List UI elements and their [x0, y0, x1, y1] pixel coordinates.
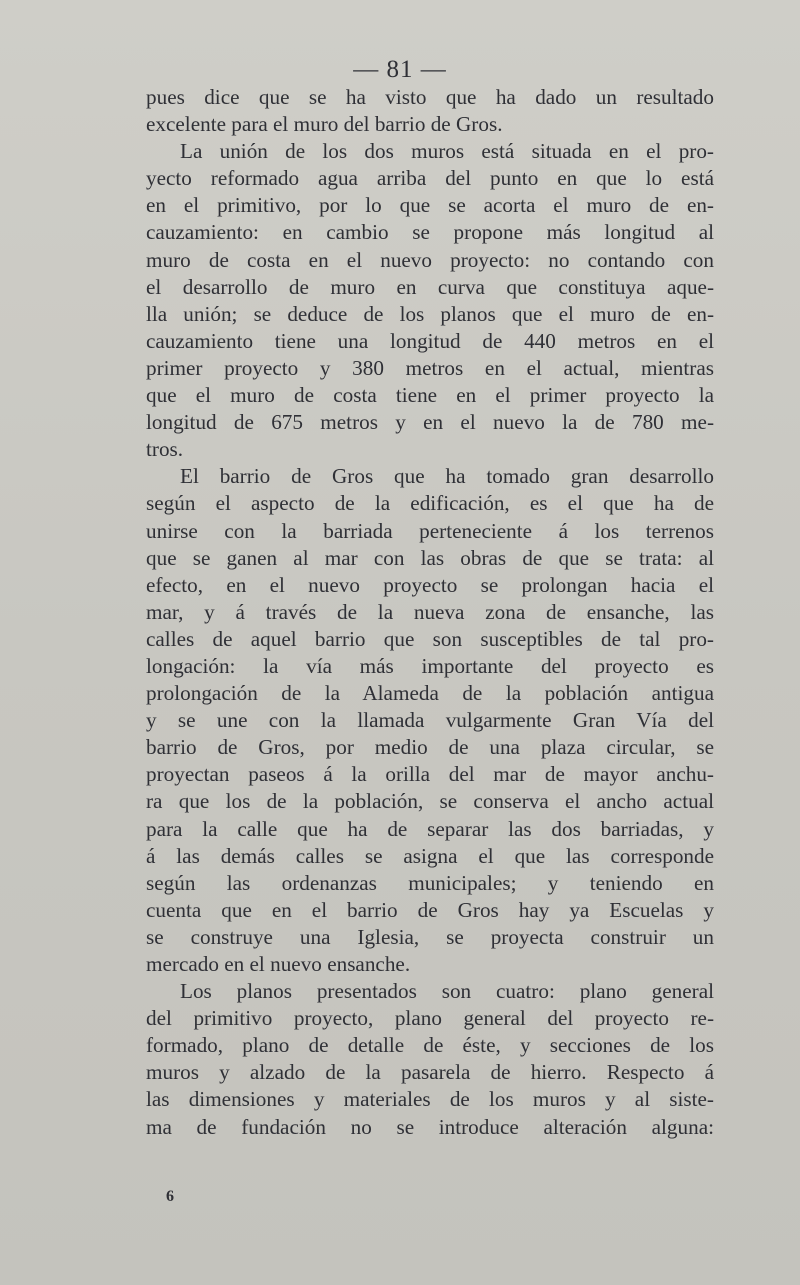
text-line: formado, plano de detalle de éste, y secciones de los: [146, 1033, 714, 1058]
text-line: las dimensiones y materiales de los muros y al siste-: [146, 1087, 714, 1112]
text-line: longación: la vía más importante del proyecto es: [146, 653, 714, 678]
text-line: tros.: [146, 437, 184, 462]
text-line: ma de fundación no se introduce alteración alguna:: [146, 1114, 714, 1139]
text-line: pues dice que se ha visto que ha dado un resultado: [146, 85, 714, 109]
text-line: muro de costa en el nuevo proyecto: no contando con: [146, 247, 714, 272]
text-line: cauzamiento tiene una longitud de 440 metros en el: [146, 328, 714, 353]
text-line: se construye una Iglesia, se proyecta construir un: [146, 924, 714, 949]
text-line: muros y alzado de la pasarela de hierro. Respecto á: [146, 1060, 714, 1085]
page-number: — 81 —: [353, 56, 447, 83]
text-line: barrio de Gros, por medio de una plaza circular, se: [146, 735, 714, 760]
text-line: el desarrollo de muro en curva que constituya aque-: [146, 274, 714, 299]
text-line: y se une con la llamada vulgarmente Gran Vía del: [146, 708, 714, 733]
text-line: que se ganen al mar con las obras de que se trata: al: [146, 545, 714, 570]
text-line: que el muro de costa tiene en el primer proyecto la: [146, 383, 714, 408]
text-line: á las demás calles se asigna el que las corresponde: [146, 843, 714, 868]
text-line: efecto, en el nuevo proyecto se prolongan hacia el: [146, 572, 714, 597]
text-line: excelente para el muro del barrio de Gros.: [146, 112, 503, 137]
text-line: proyectan paseos á la orilla del mar de mayor anchu-: [146, 762, 714, 787]
text-line: según las ordenanzas municipales; y teniendo en: [146, 870, 714, 895]
text-line: yecto reformado agua arriba del punto en que lo está: [146, 166, 714, 191]
text-line: prolongación de la Alameda de la población antigua: [146, 681, 714, 706]
text-line: en el primitivo, por lo que se acorta el muro de en-: [146, 193, 714, 218]
text-line: cuenta que en el barrio de Gros hay ya Escuelas y: [146, 897, 714, 922]
text-line: Los planos presentados son cuatro: plano general: [180, 979, 714, 1004]
printer-signature-mark: 6: [166, 1188, 174, 1205]
text-line: El barrio de Gros que ha tomado gran desarrollo: [180, 464, 714, 489]
text-line: ra que los de la población, se conserva el ancho actual: [146, 789, 714, 814]
text-line: cauzamiento: en cambio se propone más longitud al: [146, 220, 714, 245]
text-line: mercado en el nuevo ensanche.: [146, 952, 411, 976]
text-line: según el aspecto de la edificación, es el que ha de: [146, 491, 714, 516]
text-line: La unión de los dos muros está situada en el pro-: [180, 139, 714, 164]
text-line: lla unión; se deduce de los planos que el muro de en-: [146, 301, 714, 326]
text-line: primer proyecto y 380 metros en el actual, mientras: [146, 355, 714, 380]
text-line: del primitivo proyecto, plano general del proyecto re-: [146, 1006, 714, 1031]
text-line: para la calle que ha de separar las dos barriadas, y: [146, 816, 714, 841]
text-line: longitud de 675 metros y en el nuevo la de 780 me-: [146, 410, 714, 435]
text-line: unirse con la barriada perteneciente á los terrenos: [146, 518, 714, 543]
text-line: calles de aquel barrio que son susceptibles de tal pro-: [146, 626, 714, 651]
text-line: mar, y á través de la nueva zona de ensanche, las: [146, 599, 714, 624]
body-text: [146, 84, 714, 1141]
